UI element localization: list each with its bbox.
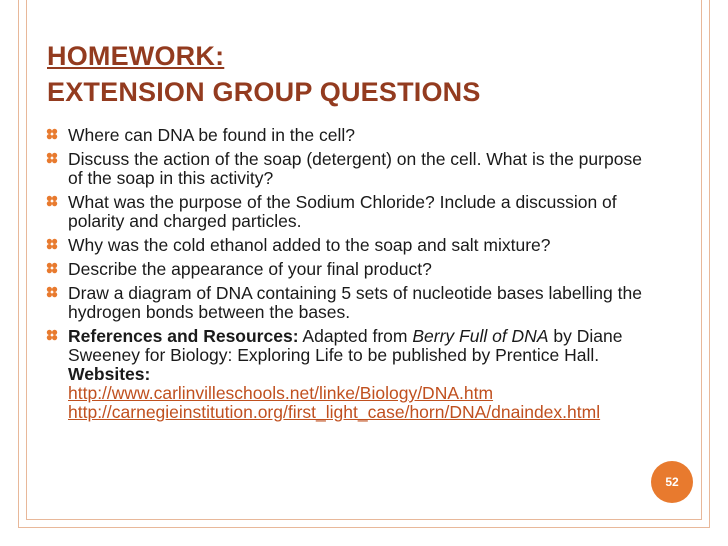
bullet-icon <box>46 128 58 140</box>
list-item <box>46 193 646 231</box>
bullet-icon <box>46 238 58 250</box>
title-line-1: HOMEWORK: <box>47 41 225 71</box>
title-line-2: EXTENSION GROUP QUESTIONS <box>47 77 481 107</box>
list-item <box>46 260 646 279</box>
references-item <box>46 327 646 422</box>
bullet-icon <box>46 195 58 207</box>
reference-link-2[interactable]: http://carnegieinstitution.org/first_light_case/horn/DNA/dnaindex.html <box>68 402 601 422</box>
list-item <box>46 236 646 255</box>
question-text: Why was the cold ethanol added to the soap and salt mixture? <box>68 235 551 255</box>
question-text: What was the purpose of the Sodium Chloride? Include a discussion of polarity and charged particles. <box>68 192 617 231</box>
list-item <box>46 126 646 145</box>
question-text: Describe the appearance of your final product? <box>68 259 432 279</box>
list-item <box>46 284 646 322</box>
websites-label: Websites: <box>68 364 151 384</box>
bullet-icon <box>46 286 58 298</box>
slide-title <box>47 38 687 110</box>
reference-link-1[interactable]: http://www.carlinvilleschools.net/linke/Biology/DNA.htm <box>68 383 494 403</box>
question-text: Where can DNA be found in the cell? <box>68 125 355 145</box>
bullet-icon <box>46 152 58 164</box>
question-text: Discuss the action of the soap (detergent) on the cell. What is the purpose of the soap in this activity? <box>68 149 642 188</box>
bullet-icon <box>46 262 58 274</box>
page-number-badge: 52 <box>651 461 693 503</box>
question-list <box>46 126 646 427</box>
question-text: Draw a diagram of DNA containing 5 sets of nucleotide bases labelling the hydrogen bonds between the bases. <box>68 283 642 322</box>
book-title: Berry Full of DNA <box>412 326 549 346</box>
references-text-1: Adapted from <box>298 326 413 346</box>
list-item <box>46 150 646 188</box>
bullet-icon <box>46 329 58 341</box>
references-label: References and Resources: <box>68 326 299 346</box>
references-text-2: by Diane Sweeney for Biology: Exploring Life to be published by Prentice Hall. <box>68 326 623 365</box>
